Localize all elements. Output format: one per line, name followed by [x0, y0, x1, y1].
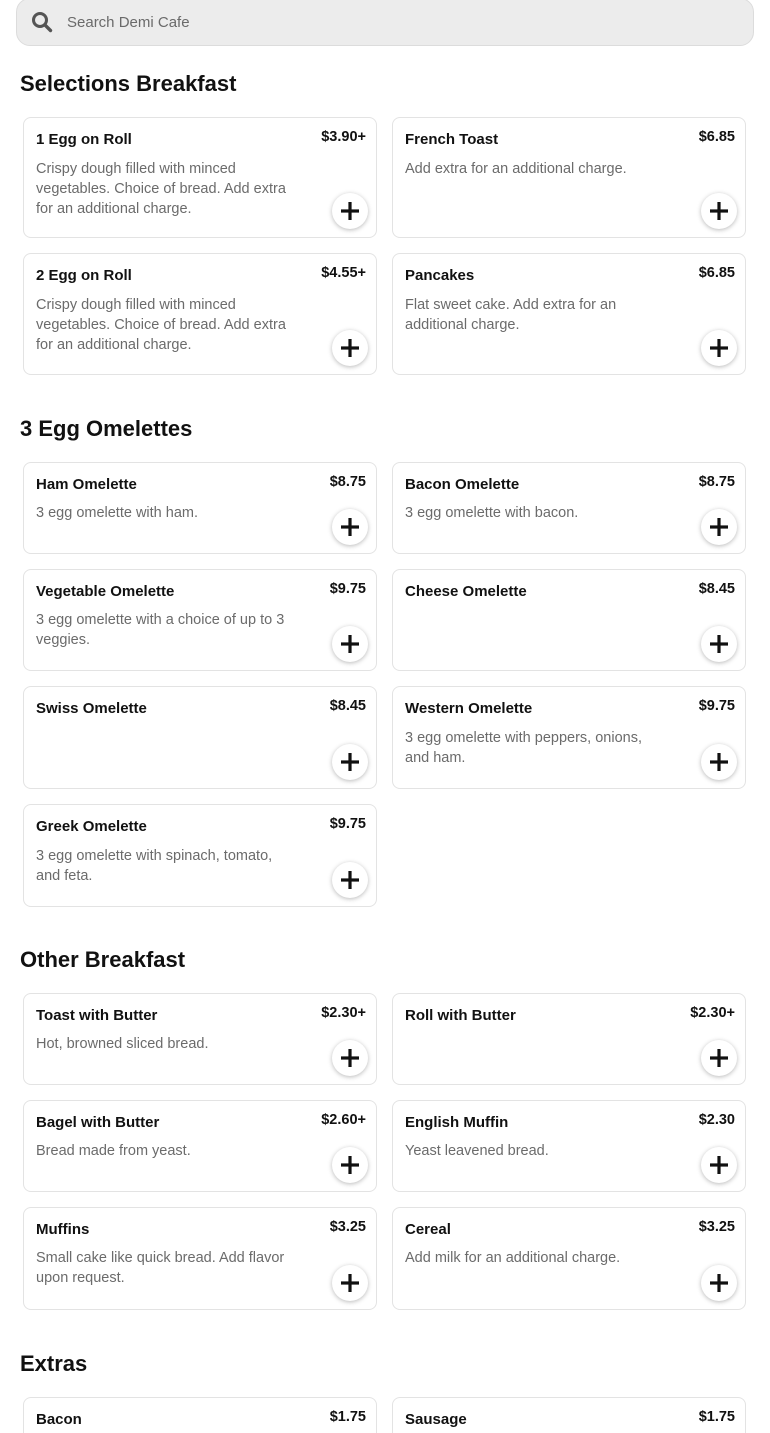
menu-item-card[interactable] [392, 253, 746, 375]
plus-icon [709, 752, 729, 772]
section-title-egg-omelettes: 3 Egg Omelettes [20, 416, 193, 441]
menu-item-card[interactable] [23, 462, 377, 554]
item-name: Roll with Butter [405, 1007, 516, 1024]
plus-icon [340, 201, 360, 221]
item-name: Toast with Butter [36, 1007, 158, 1024]
menu-item-card[interactable] [392, 993, 746, 1085]
item-description: Hot, browned sliced bread. [36, 1036, 209, 1052]
item-name: Ham Omelette [36, 476, 137, 493]
item-description: 3 egg omelette with peppers, onions, and ham. [405, 730, 642, 766]
add-item-button[interactable] [701, 1265, 737, 1301]
item-price: $3.25 [329, 1219, 366, 1235]
item-name: English Muffin [405, 1114, 509, 1131]
item-name: Vegetable Omelette [36, 583, 175, 600]
menu-item-card[interactable] [392, 462, 746, 554]
item-name: Sausage [405, 1411, 467, 1428]
add-item-button[interactable] [332, 1265, 368, 1301]
add-item-button[interactable] [701, 626, 737, 662]
item-price: $1.75 [329, 1409, 366, 1425]
add-item-button[interactable] [701, 193, 737, 229]
item-price: $8.45 [698, 581, 735, 597]
item-name: 2 Egg on Roll [36, 267, 132, 284]
item-name: Western Omelette [405, 700, 533, 717]
item-description: Add extra for an additional charge. [405, 161, 627, 177]
plus-icon [340, 1273, 360, 1293]
plus-icon [340, 634, 360, 654]
item-price: $2.30+ [321, 1005, 366, 1021]
add-item-button[interactable] [332, 509, 368, 545]
plus-icon [340, 752, 360, 772]
plus-icon [709, 338, 729, 358]
add-item-button[interactable] [701, 330, 737, 366]
item-description: Crispy dough filled with minced vegetables. Choice of bread. Add extra for an additional charge. [36, 297, 286, 353]
item-name: Swiss Omelette [36, 700, 147, 717]
item-price: $2.30+ [690, 1005, 735, 1021]
item-description: 3 egg omelette with spinach, tomato, and feta. [36, 848, 273, 884]
menu-item-card[interactable] [23, 1100, 377, 1192]
item-description: 3 egg omelette with ham. [36, 505, 199, 521]
add-item-button[interactable] [332, 744, 368, 780]
item-description: Crispy dough filled with minced vegetables. Choice of bread. Add extra for an additional charge. [36, 161, 286, 217]
menu-item-card[interactable] [392, 1100, 746, 1192]
add-item-button[interactable] [701, 744, 737, 780]
add-item-button[interactable] [332, 193, 368, 229]
menu-item-card[interactable] [23, 804, 377, 907]
menu-item-card[interactable] [392, 1207, 746, 1310]
menu-item-card[interactable] [392, 686, 746, 789]
menu-item-card[interactable] [392, 569, 746, 671]
item-price: $6.85 [698, 129, 735, 145]
plus-icon [340, 870, 360, 890]
section-title-selections-breakfast: Selections Breakfast [20, 71, 237, 96]
item-name: Pancakes [405, 267, 475, 284]
item-price: $9.75 [329, 816, 366, 832]
add-item-button[interactable] [332, 626, 368, 662]
item-name: Cheese Omelette [405, 583, 527, 600]
item-description: Flat sweet cake. Add extra for an additional charge. [405, 297, 617, 333]
plus-icon [709, 1048, 729, 1068]
section-title-other-breakfast: Other Breakfast [20, 947, 186, 972]
search-icon [31, 11, 53, 33]
add-item-button[interactable] [701, 1147, 737, 1183]
plus-icon [340, 338, 360, 358]
menu-item-card[interactable] [23, 1207, 377, 1310]
item-price: $6.85 [698, 265, 735, 281]
plus-icon [709, 1273, 729, 1293]
add-item-button[interactable] [701, 1040, 737, 1076]
menu-item-card[interactable] [23, 686, 377, 789]
menu-item-card[interactable] [392, 117, 746, 238]
item-price: $2.60+ [321, 1112, 366, 1128]
item-name: 1 Egg on Roll [36, 131, 132, 148]
plus-icon [709, 634, 729, 654]
item-description: 3 egg omelette with a choice of up to 3 veggies. [36, 612, 285, 648]
item-price: $1.75 [698, 1409, 735, 1425]
add-item-button[interactable] [332, 1040, 368, 1076]
item-description: Add milk for an additional charge. [405, 1250, 621, 1266]
item-price: $3.90+ [321, 129, 366, 145]
item-name: French Toast [405, 131, 499, 148]
menu-item-card[interactable] [23, 569, 377, 671]
search-bar[interactable] [16, 0, 754, 46]
item-description: Yeast leavened bread. [405, 1143, 549, 1159]
item-name: Bacon Omelette [405, 476, 520, 493]
plus-icon [340, 1048, 360, 1068]
plus-icon [709, 1155, 729, 1175]
item-price: $9.75 [698, 698, 735, 714]
item-description: Small cake like quick bread. Add flavor upon request. [36, 1250, 285, 1286]
item-price: $9.75 [329, 581, 366, 597]
item-name: Bacon [36, 1411, 82, 1428]
item-description: Bread made from yeast. [36, 1143, 191, 1159]
item-price: $8.75 [329, 474, 366, 490]
item-price: $4.55+ [321, 265, 366, 281]
add-item-button[interactable] [701, 509, 737, 545]
menu-item-card[interactable] [23, 993, 377, 1085]
plus-icon [340, 1155, 360, 1175]
search-input[interactable] [67, 14, 667, 31]
add-item-button[interactable] [332, 330, 368, 366]
item-price: $3.25 [698, 1219, 735, 1235]
item-name: Bagel with Butter [36, 1114, 160, 1131]
item-name: Greek Omelette [36, 818, 147, 835]
item-price: $8.75 [698, 474, 735, 490]
menu-item-card[interactable] [392, 1397, 746, 1433]
item-price: $2.30 [698, 1112, 735, 1128]
item-name: Muffins [36, 1221, 90, 1238]
menu-item-card[interactable] [23, 1397, 377, 1433]
menu-item-card[interactable] [23, 253, 377, 375]
section-title-extras: Extras [20, 1351, 88, 1376]
plus-icon [340, 517, 360, 537]
plus-icon [709, 517, 729, 537]
item-name: Cereal [405, 1221, 451, 1238]
item-price: $8.45 [329, 698, 366, 714]
plus-icon [709, 201, 729, 221]
add-item-button[interactable] [332, 1147, 368, 1183]
item-description: 3 egg omelette with bacon. [405, 505, 579, 521]
menu-item-card[interactable] [23, 117, 377, 238]
add-item-button[interactable] [332, 862, 368, 898]
